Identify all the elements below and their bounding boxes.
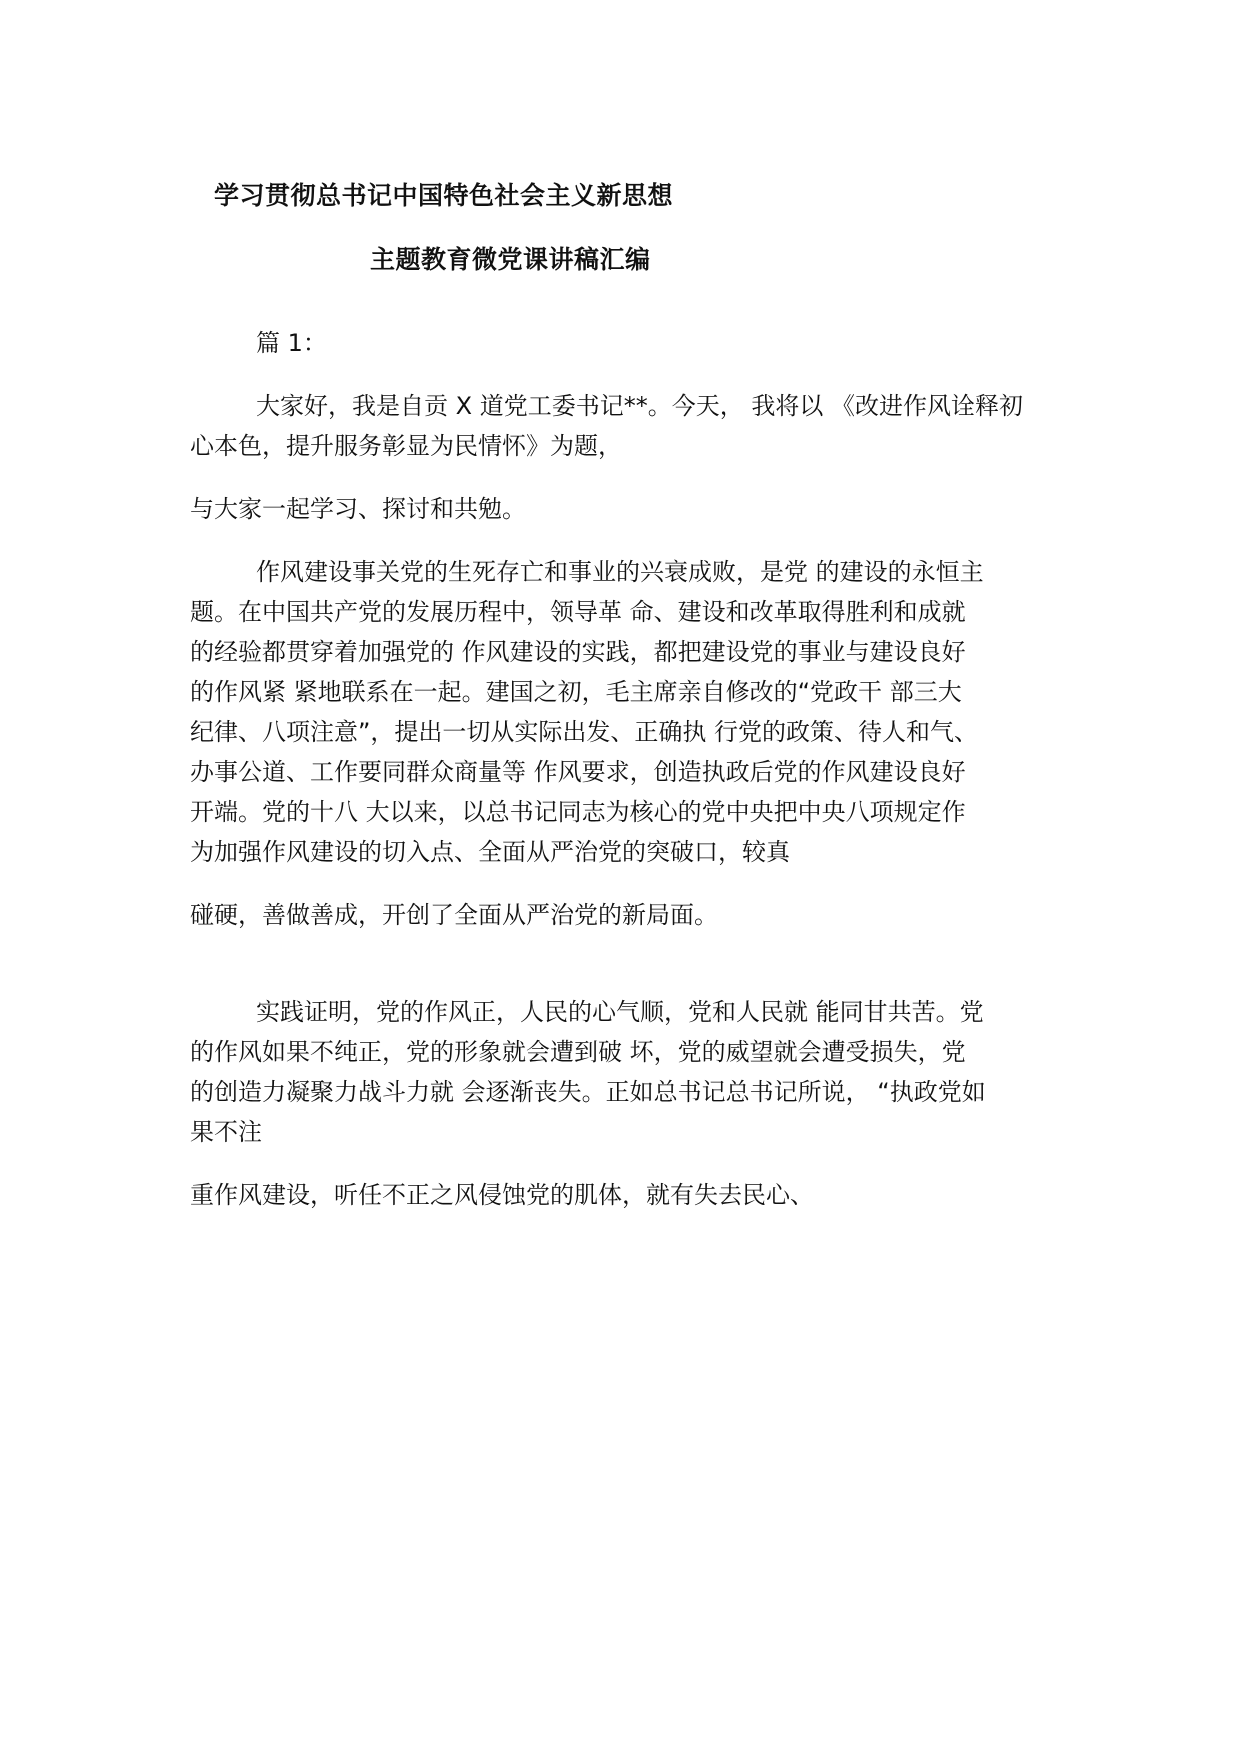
paragraph-2-line-7: 开端。党的十八 大以来，以总书记同志为核心的党中央把中央八项规定作 <box>190 798 966 826</box>
paragraph-3-line-1: 实践证明，党的作风正，人民的心气顺，党和人民就 能同甘共苦。党 <box>256 998 984 1026</box>
paragraph-2-line-9: 碰硬，善做善成，开创了全面从严治党的新局面。 <box>190 901 718 929</box>
paragraph-3-line-5: 重作风建设，听任不正之风侵蚀党的肌体，就有失去民心、 <box>190 1181 814 1209</box>
paragraph-2-line-6: 办事公道、工作要同群众商量等 作风要求，创造执政后党的作风建设良好 <box>190 758 966 786</box>
document-title-line-1: 学习贯彻总书记中国特色社会主义新思想 <box>214 181 674 210</box>
paragraph-3-line-4: 果不注 <box>190 1118 262 1146</box>
paragraph-2-line-1: 作风建设事关党的生死存亡和事业的兴衰成败，是党 的建设的永恒主 <box>256 558 984 586</box>
paragraph-2-line-2: 题。在中国共产党的发展历程中，领导革 命、建设和改革取得胜利和成就 <box>190 598 966 626</box>
paragraph-2-line-8: 为加强作风建设的切入点、全面从严治党的突破口，较真 <box>190 838 790 866</box>
paragraph-1-line-1: 大家好，我是自贡 X 道党工委书记**。今天， 我将以 《改进作风诠释初 <box>256 392 1023 420</box>
section-label: 篇 1： <box>256 329 327 357</box>
paragraph-2-line-5: 纪律、八项注意”，提出一切从实际出发、正确执 行党的政策、待人和气、 <box>190 718 979 746</box>
paragraph-2-line-3: 的经验都贯穿着加强党的 作风建设的实践，都把建设党的事业与建设良好 <box>190 638 966 666</box>
paragraph-3-line-3: 的创造力凝聚力战斗力就 会逐渐丧失。正如总书记总书记所说， “执政党如 <box>190 1078 986 1106</box>
paragraph-1-line-3: 与大家一起学习、探讨和共勉。 <box>190 495 526 523</box>
paragraph-1-line-2: 心本色，提升服务彰显为民情怀》为题， <box>190 432 622 460</box>
document-title-line-2: 主题教育微党课讲稿汇编 <box>370 245 651 274</box>
paragraph-2-line-4: 的作风紧 紧地联系在一起。建国之初，毛主席亲自修改的“党政干 部三大 <box>190 678 962 706</box>
paragraph-3-line-2: 的作风如果不纯正，党的形象就会遭到破 坏，党的威望就会遭受损失，党 <box>190 1038 966 1066</box>
